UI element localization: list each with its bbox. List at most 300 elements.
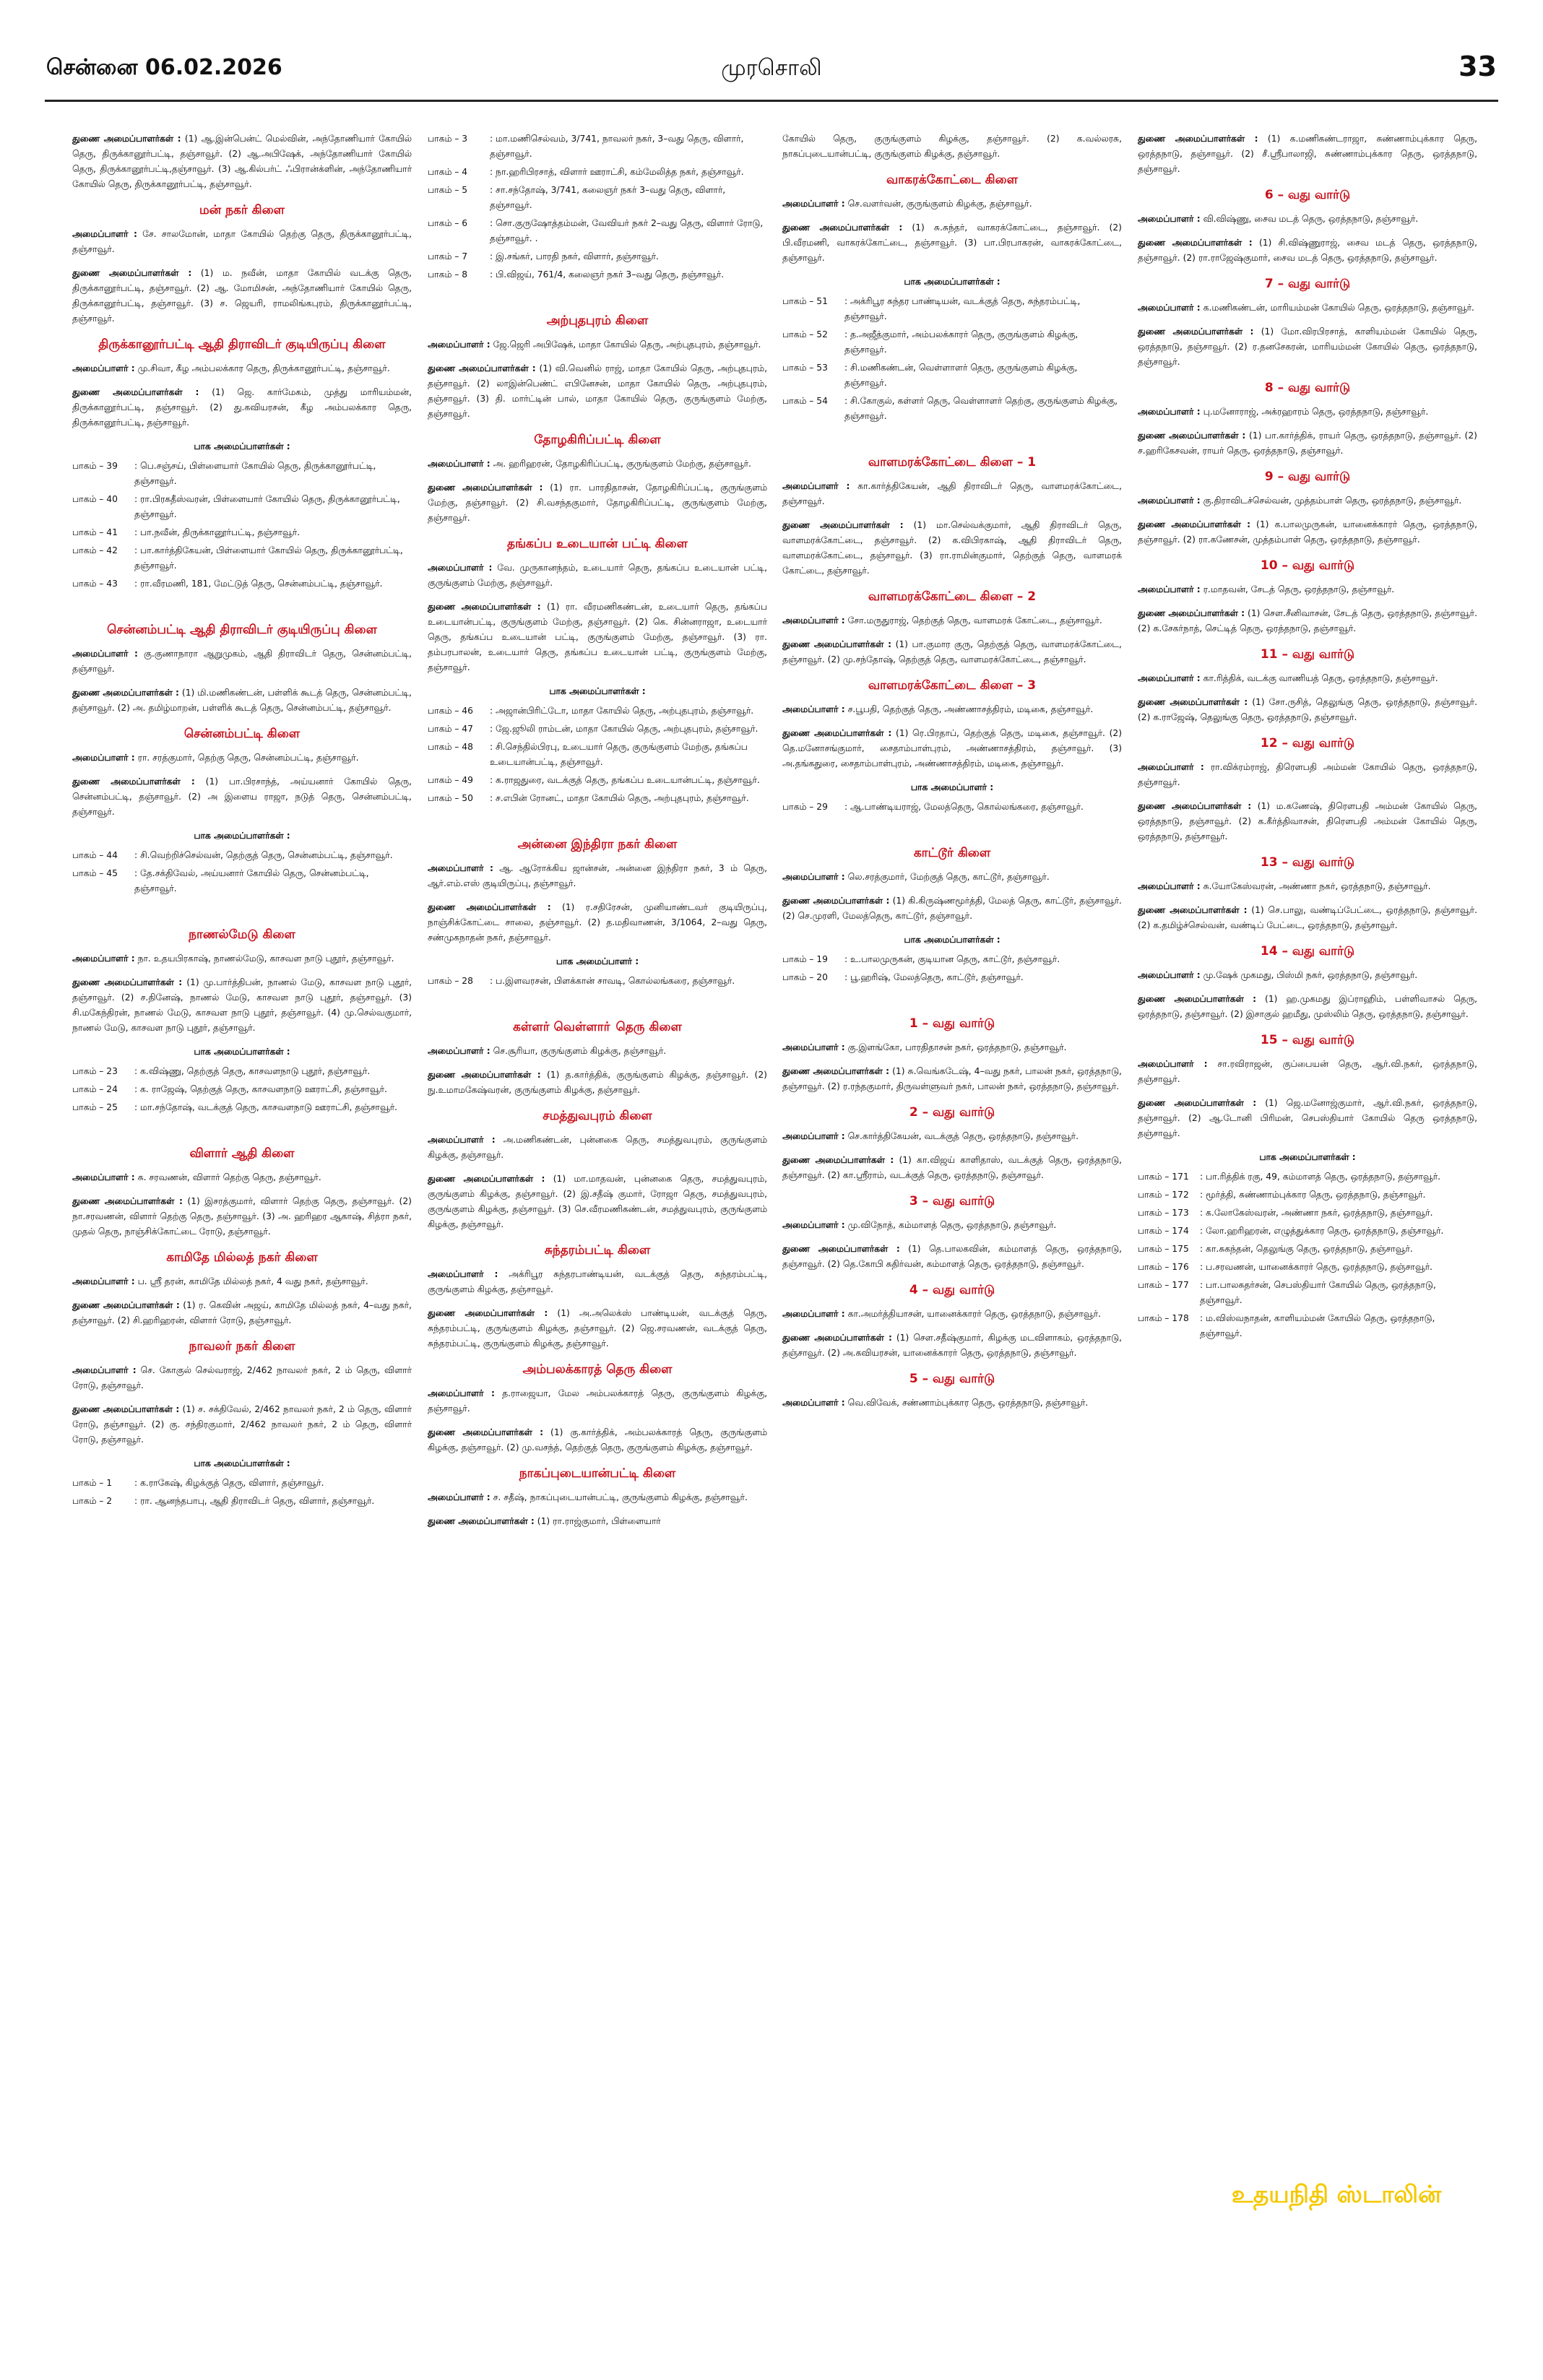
entry-text: (1) தெ.பாலகவின், கம்மாளத் தெரு, ஒரத்தநாடு, தஞ்சாவூர். (2) தெ.கோபி சுதிர்வன், கம்மாளத் தெரு, ஒரத்தநாடு, தஞ்சாவூர். [782, 1244, 1122, 1269]
section-heading: சென்னம்பட்டி கிளை [183, 727, 301, 741]
entry-text: ஜே.ஜெரி அபிஷேக், மாதா கோயில் தெரு, அற்புதபுரம், தஞ்சாவூர். [493, 339, 761, 350]
booth-number: பாகம் – 42 [72, 545, 118, 555]
booth-entry [428, 974, 767, 989]
role-label: அமைப்பாளர் : [72, 649, 138, 659]
role-label: துணை அமைப்பாளர்கள் : [428, 483, 543, 493]
entry-paragraph [782, 1330, 1122, 1361]
booth-person: : சொ.குருஷோத்தம்மன், வேவியர் நகர் 2–வது தெரு, விளார் ரோடு, தஞ்சாவூர். . [490, 218, 764, 243]
section-heading: 10 – வது வார்டு [1260, 558, 1355, 573]
role-label: அமைப்பாளர் : [428, 563, 493, 573]
entry-paragraph [782, 1242, 1122, 1272]
column-2 [428, 131, 767, 1538]
header-rule [45, 100, 1498, 102]
booth-person: : க.ராஜதுரை, வடக்குத் தெரு, தங்கப்ப உடையான்பட்டி, தஞ்சாவூர். [490, 775, 760, 785]
entry-paragraph [782, 1395, 1122, 1411]
role-label: அமைப்பாளர் : [428, 339, 490, 350]
role-label: துணை அமைப்பாளர்கள் : [1138, 326, 1254, 337]
entry-text: மு.ஷேக் முகமது, பிஸ்மி நகர், ஒரத்தநாடு, தஞ்சாவூர். [1203, 970, 1418, 980]
entry-text: (1) கி.கிருஷ்ணமூர்த்தி, மேலத் தெரு, காட்டூர், தஞ்சாவூர். (2) செ.முரளி, மேலத்தெரு, காட்டூர், தஞ்சாவூர். [782, 896, 1122, 921]
entry-paragraph [782, 518, 1122, 579]
entry-paragraph [782, 479, 1122, 509]
booth-person: : பா.கார்த்திகேயன், பிள்ளையார் கோயில் தெரு, திருக்கானூர்பட்டி, தஞ்சாவூர். [134, 545, 403, 571]
entry-paragraph [1138, 404, 1477, 420]
section-heading: 11 – வது வார்டு [1260, 647, 1355, 662]
booth-number: பாகம் – 25 [72, 1102, 118, 1112]
role-label: அமைப்பாளர் : [72, 1172, 135, 1182]
entry-paragraph [1138, 879, 1477, 894]
role-label: அமைப்பாளர் : [72, 753, 135, 763]
entry-text: ர.மாதவன், சேடத் தெரு, ஒரத்தநாடு, தஞ்சாவூர். [1203, 584, 1395, 594]
spacer [428, 992, 767, 1012]
entry-text: த.ராஜையா, மேல அம்பலக்காரத் தெரு, குருங்குளம் கிழக்கு, தஞ்சாவூர். [428, 1388, 767, 1414]
entry-text: (1) ம. நவீன், மாதா கோயில் வடக்கு தெரு, திருக்கானூர்பட்டி, தஞ்சாவூர். (2) ஆ. மோமிசன், அந்தோணியார் கோயில் தெரு, திருக்கானூர்பட்டி, தஞ்சாவூர். (3) ச. ஜெயரி, ராமலிங்கபுரம், திருக்கானூர்பட்டி, தஞ்சாவூர். [72, 268, 412, 324]
spacer [782, 988, 1122, 1008]
booth-entry [1138, 1278, 1477, 1308]
booth-person: : பா.பாலசுதர்சன், செபஸ்தியார் கோயில் தெரு, ஒரத்தநாடு, தஞ்சாவூர். [1200, 1280, 1436, 1305]
booth-entry [782, 970, 1122, 985]
booth-entry [1138, 1169, 1477, 1185]
booth-number: பாகம் – 1 [72, 1478, 113, 1488]
entry-paragraph [72, 774, 412, 820]
entry-text: அக்ரிபூர சுந்தரபாண்டியன், வடக்குத் தெரு, சுந்தரம்பட்டி, குருங்குளம் கிழக்கு, தஞ்சாவூர். [428, 1269, 767, 1294]
entry-text: ரா. சரத்குமார், தெற்கு தெரு, சென்னம்பட்டி, தஞ்சாவூர். [137, 753, 359, 763]
booth-number: பாகம் – 3 [428, 134, 468, 144]
section-heading: வாகரக்கோட்டை கிளை [886, 173, 1018, 187]
entry-paragraph [72, 131, 412, 192]
role-label: அமைப்பாளர் : [72, 1276, 135, 1286]
entry-text: (1) மோ.விரபிரசாத், காளியம்மன் கோயில் தெரு, ஒரத்தநாடு, தஞ்சாவூர். (2) ர.தனசேகரன், மாரியம்மன் கோயில் தெரு, ஒரத்தநாடு, தஞ்சாவூர். [1138, 326, 1477, 367]
booth-person: : அக்ரிபூர சுந்தர பாண்டியன், வடக்குத் தெரு, சுந்தரம்பட்டி, தஞ்சாவூர். [844, 296, 1081, 321]
booth-person: : ப.சரவணன், யானைக்காரர் தெரு, ஒரத்தநாடு, தஞ்சாவூர். [1200, 1262, 1433, 1272]
booth-entry [72, 1064, 412, 1079]
entry-text: (1) மா.மாதவன், புன்னகை தெரு, சமத்துவபுரம், குருங்குளம் கிழக்கு, தஞ்சாவூர். (2) இ.சதீஷ் குமார், ரோஜா தெரு, சமத்துவபுரம், குருங்குளம் கிழக்கு, தஞ்சாவூர். (3) செ.வீரமணிகண்டன், சமத்துவபுரம், குருங்குளம் கிழக்கு, தஞ்சாவூர். [428, 1174, 767, 1229]
role-label: துணை அமைப்பாளர்கள் : [782, 1333, 892, 1343]
role-label: துணை அமைப்பாளர்கள் : [72, 977, 183, 987]
booth-entry [72, 525, 412, 540]
role-label: துணை அமைப்பாளர்கள் : [1138, 134, 1258, 144]
role-label: அமைப்பாளர் : [428, 1135, 496, 1145]
role-label: துணை அமைப்பாளர்கள் : [428, 1070, 541, 1080]
role-label: அமைப்பாளர் : [1138, 881, 1201, 891]
role-label: அமைப்பாளர் : [782, 1131, 845, 1141]
booth-entry [428, 267, 767, 282]
role-label: அமைப்பாளர் : [1138, 407, 1201, 417]
booth-number: பாகம் – 6 [428, 218, 468, 228]
entry-paragraph [1138, 606, 1477, 636]
booth-person: : சி.கோகுல், கள்ளர் தெரு, வெள்ளாளர் தெற்கு, குருங்குளம் கிழக்கு, தஞ்சாவூர். [844, 396, 1118, 421]
entry-paragraph [72, 750, 412, 766]
entry-paragraph [72, 1274, 412, 1289]
booth-person: : சி.செந்தில்பிரபு, உடையார் தெரு, குருங்குளம் மேற்கு, தங்கப்ப உடையான்பட்டி, தஞ்சாவூர். [490, 742, 748, 767]
booth-person: : லோ.ஹரிஹரன், எழுத்துக்கார தெரு, ஒரத்தநாடு, தஞ்சாவூர். [1200, 1226, 1444, 1236]
booth-number: பாகம் – 177 [1138, 1280, 1189, 1290]
booth-person: : ச.எபின் ரோனட், மாதா கோயில் தெரு, அற்புதபுரம், தஞ்சாவூர். [490, 793, 749, 803]
subheading: பாக அமைப்பாளர்கள் : [194, 1047, 290, 1057]
entry-text: (1) செ.பாலு, வண்டிப்பேட்டை, ஒரத்தநாடு, தஞ்சாவூர். (2) க.தமிழ்ச்செல்வன், வண்டிப் பேட்டை, ஒரத்தநாடு, தஞ்சாவூர். [1138, 905, 1477, 930]
newspaper-name: முரசொலி [721, 55, 822, 81]
entry-paragraph [1138, 760, 1477, 790]
role-label: துணை அமைப்பாளர்கள் : [72, 387, 199, 397]
role-label: துணை அமைப்பாளர்கள் : [782, 1066, 890, 1076]
role-label: அமைப்பாளர் : [428, 1492, 490, 1502]
section-heading: 14 – வது வார்டு [1260, 944, 1355, 959]
entry-text: (1) பா.கார்த்திக், ராயர் தெரு, ஒரத்தநாடு, தஞ்சாவூர். (2) ச.ஹரிகேசவன், ராயர் தெரு, ஒரத்தநாடு, தஞ்சாவூர். [1138, 430, 1477, 456]
section-heading: நாகப்புடையான்பட்டி கிளை [519, 1466, 676, 1481]
booth-number: பாகம் – 2 [72, 1496, 113, 1506]
section-heading: நாவலர் நகர் கிளை [189, 1339, 295, 1354]
booth-entry [1138, 1187, 1477, 1203]
section-heading: 6 – வது வார்டு [1264, 188, 1351, 202]
entry-text: கா.கார்த்திகேயன், ஆதி திராவிடர் தெரு, வாளமரக்கோட்டை, தஞ்சாவூர். [782, 481, 1122, 506]
subheading: பாக அமைப்பாளர்கள் : [194, 441, 290, 451]
booth-entry [428, 131, 767, 162]
role-label: அமைப்பாளர் : [782, 872, 845, 882]
role-label: துணை அமைப்பாளர்கள் : [428, 363, 536, 373]
entry-paragraph [428, 1133, 767, 1163]
entry-text: சு.யோகேஸ்வரன், அண்ணா நகர், ஒரத்தநாடு, தஞ்சாவூர். [1203, 881, 1431, 891]
section-heading: காட்டூர் கிளை [913, 846, 991, 860]
entry-paragraph [428, 1490, 767, 1505]
section-heading: அற்புதபுரம் கிளை [546, 313, 649, 328]
booth-number: பாகம் – 23 [72, 1066, 118, 1076]
entry-paragraph [428, 1044, 767, 1059]
section-heading: 7 – வது வார்டு [1264, 277, 1351, 291]
entry-text: (1) ச. சக்திவேல், 2/462 நாவலர் நகர், 2 ம் தெரு, விளார் ரோடு, தஞ்சாவூர். (2) கு. சந்திரகுமார், 2/462 நாவலர் நகர், 2 ம் தெரு, விளார் ரோடு, தஞ்சாவூர். [72, 1404, 412, 1445]
entry-text: ப. ஸ்ரீ தரன், காமிதே மில்லத் நகர், 4 வது நகர், தஞ்சாவூர். [137, 1276, 368, 1286]
booth-person: : சி.வெற்றிச்செல்வன், தெற்குத் தெரு, சென்னம்பட்டி, தஞ்சாவூர். [134, 850, 393, 860]
entry-text: சு. சரவணன், விளார் தெற்கு தெரு, தஞ்சாவூர். [137, 1172, 321, 1182]
role-label: அமைப்பாளர் : [1138, 584, 1201, 594]
booth-person: : பி.விஜய், 761/4, கலைஞர் நகர் 3–வது தெரு, தஞ்சாவூர். [490, 269, 725, 280]
booth-number: பாகம் – 171 [1138, 1172, 1189, 1182]
entry-text: கோயில் தெரு, குருங்குளம் கிழக்கு, தஞ்சாவூர். (2) க.வல்லரசு, நாகப்புடையான்பட்டி, குருங்குளம் கிழக்கு, தஞ்சாவூர். [782, 134, 1122, 159]
role-label: துணை அமைப்பாளர்கள் : [1138, 238, 1253, 248]
role-label: அமைப்பாளர் : [1138, 303, 1201, 313]
role-label: அமைப்பாளர் : [428, 1046, 490, 1056]
booth-person: : பூ.ஹரிஷ், மேலத்தெரு, காட்டூர், தஞ்சாவூர். [844, 972, 1024, 982]
spacer [72, 594, 412, 615]
entry-paragraph [428, 456, 767, 472]
booth-number: பாகம் – 40 [72, 494, 118, 504]
section-heading: நாணல்மேடு கிளை [189, 927, 295, 942]
role-label: அமைப்பாளர் : [1138, 1059, 1208, 1069]
entry-paragraph [428, 600, 767, 675]
booth-number: பாகம் – 50 [428, 793, 473, 803]
booth-number: பாகம் – 178 [1138, 1313, 1189, 1323]
entry-paragraph [72, 1298, 412, 1328]
section-heading: 5 – வது வார்டு [909, 1372, 995, 1386]
section-heading: 4 – வது வார்டு [909, 1283, 995, 1297]
entry-paragraph [782, 1064, 1122, 1094]
role-label: அமைப்பாளர் : [428, 863, 493, 873]
role-label: துணை அமைப்பாளர்கள் : [428, 602, 541, 612]
booth-number: பாகம் – 172 [1138, 1190, 1189, 1200]
spacer [72, 899, 412, 919]
role-label: துணை அமைப்பாளர்கள் : [1138, 905, 1248, 915]
booth-person: : ரா.வீரமணி, 181, மேட்டுத் தெரு, சென்னம்பட்டி, தஞ்சாவூர். [134, 579, 383, 589]
entry-paragraph [428, 1306, 767, 1351]
booth-entry [1138, 1260, 1477, 1275]
entry-paragraph [72, 1170, 412, 1185]
entry-text: ஆ. ஆரோக்கிய ஜான்சன், அன்னை இந்திரா நகர், 3 ம் தெரு, ஆர்.எம்.எஸ் குடியிருப்பு, தஞ்சாவூர். [428, 863, 767, 888]
booth-number: பாகம் – 175 [1138, 1244, 1189, 1254]
entry-paragraph [1138, 517, 1477, 548]
booth-entry [428, 704, 767, 719]
entry-paragraph [428, 1425, 767, 1455]
booth-entry [1138, 1311, 1477, 1341]
entry-text: செ.கார்த்திகேயன், வடக்குத் தெரு, ஒரத்தநாடு, தஞ்சாவூர். [847, 1131, 1079, 1141]
entry-paragraph [428, 1386, 767, 1416]
entry-text: (1) செள.சதீஷ்குமார், கிழக்கு மடவிளாகம், ஒரத்தநாடு, தஞ்சாவூர். (2) அ.கவியரசன், யானைக்காரர் தெரு, ஒரத்தநாடு, தஞ்சாவூர். [782, 1333, 1122, 1358]
booth-entry [72, 492, 412, 522]
entry-paragraph [1138, 131, 1477, 177]
booth-entry [72, 1476, 412, 1491]
role-label: அமைப்பாளர் : [1138, 214, 1201, 224]
booth-entry [782, 360, 1122, 391]
entry-text: (1) செள.சீனிவாசன், சேடத் தெரு, ஒரத்தநாடு, தஞ்சாவூர். (2) க.சேகர்நாத், செட்டித் தெரு, ஒரத்தநாடு, தஞ்சாவூர். [1138, 608, 1477, 633]
entry-text: (1) சோ.ருசித், தெலுங்கு தெரு, ஒரத்தநாடு, தஞ்சாவூர். (2) க.ராஜேஷ், தெலுங்கு தெரு, ஒரத்தநாடு, தஞ்சாவூர். [1138, 697, 1477, 722]
booth-person: : தே.சக்திவேல், அய்யனார் கோயில் தெரு, சென்னம்பட்டி, தஞ்சாவூர். [134, 868, 369, 893]
booth-number: பாகம் – 174 [1138, 1226, 1189, 1236]
section-heading: தங்கப்ப உடையான் பட்டி கிளை [507, 537, 688, 551]
entry-text: கா.ரித்திக், வடக்கு வாணியத் தெரு, ஒரத்தநாடு, தஞ்சாவூர். [1203, 673, 1438, 683]
entry-paragraph [782, 196, 1122, 212]
role-label: துணை அமைப்பாளர்கள் : [428, 902, 551, 912]
booth-entry [72, 866, 412, 896]
entry-text: கு.திராவிடச்செல்வன், முத்தம்பாள் தெரு, ஒரத்தநாடு, தஞ்சாவூர். [1203, 496, 1462, 506]
section-heading: 13 – வது வார்டு [1260, 855, 1355, 870]
role-label: துணை அமைப்பாளர்கள் : [72, 268, 192, 278]
entry-paragraph [428, 361, 767, 422]
booth-number: பாகம் – 29 [782, 802, 828, 812]
booth-person: : ம.விஸ்வநாதன், காளியம்மன் கோயில் தெரு, ஒரத்தநாடு, தஞ்சாவூர். [1200, 1313, 1435, 1338]
booth-person: : ஆ.பாண்டியராஜ், மேலத்தெரு, கொல்லங்கரை, தஞ்சாவூர். [844, 802, 1084, 812]
entry-paragraph [1138, 1057, 1477, 1087]
entry-text: (1) சு.சுந்தர், வாகரக்கோட்டை, தஞ்சாவூர். (2) பி.வீரமணி, வாகரக்கோட்டை, தஞ்சாவூர். (3) பா.பிரபாகரன், வாகரக்கோட்டை, தஞ்சாவூர். [782, 222, 1122, 263]
entry-text: (1) சி.விஷ்ணுராஜ், சைவ மடத் தெரு, ஒரத்தநாடு, தஞ்சாவூர். (2) ரா.ராஜேஷ்குமார், சைவ மடத் தெரு, ஒரத்தநாடு, தஞ்சாவூர். [1138, 238, 1477, 263]
entry-text: வி.விஷ்ணு, சைவ மடத் தெரு, ஒரத்தநாடு, தஞ்சாவூர். [1203, 214, 1419, 224]
role-label: துணை அமைப்பாளர்கள் : [1138, 608, 1245, 618]
booth-person: : நா.ஹரிபிரசாத், விளார் ஊராட்சி, கம்மேலித்த நகர், தஞ்சாவூர். [490, 167, 744, 177]
section-heading: வாளமரக்கோட்டை கிளை – 1 [868, 455, 1037, 469]
role-label: அமைப்பாளர் : [782, 1220, 845, 1230]
section-heading: 12 – வது வார்டு [1260, 736, 1355, 750]
entry-paragraph [72, 266, 412, 326]
entry-paragraph [782, 1153, 1122, 1183]
section-heading: 8 – வது வார்டு [1264, 381, 1351, 395]
booth-number: பாகம் – 41 [72, 527, 118, 537]
booth-person: : மூர்த்தி, சுண்ணாம்புக்கார தெரு, ஒரத்தநாடு, தஞ்சாவூர். [1200, 1190, 1426, 1200]
entry-paragraph [782, 1040, 1122, 1055]
booth-person: : ரா. ஆனந்தபாபு, ஆதி திராவிடர் தெரு, விளார், தஞ்சாவூர். [134, 1496, 375, 1506]
entry-paragraph [72, 685, 412, 716]
booth-person: : ஜே.ஜூலி ராம்டன், மாதா கோயில் தெரு, அற்புதபுரம், தஞ்சாவூர். [490, 724, 758, 734]
entry-paragraph [428, 561, 767, 591]
entry-text: (1) பா.பிரசாந்த், அய்யனார் கோயில் தெரு, சென்னம்பட்டி, தஞ்சாவூர். (2) அ இளைய ராஜா, நடுத் தெரு, சென்னம்பட்டி, தஞ்சாவூர். [72, 776, 412, 817]
role-label: துணை அமைப்பாளர்கள் : [72, 1404, 180, 1414]
booth-number: பாகம் – 20 [782, 972, 828, 982]
role-label: துணை அமைப்பாளர்கள் : [72, 688, 179, 698]
entry-text: சா.ரவிராஜன், குப்பையன் தெரு, ஆர்.வி.நகர், ஒரத்தநாடு, தஞ்சாவூர். [1138, 1059, 1477, 1084]
entry-paragraph [1138, 300, 1477, 316]
entry-paragraph [782, 893, 1122, 924]
entry-text: (1) க.மணிகண்டராஜா, சுண்ணாம்புக்கார தெரு, ஒரத்தநாடு, தஞ்சாவூர். (2) சீ.ஸ்ரீபாலாஜி, சுண்ணாம்புக்கார தெரு, ஒரத்தநாடு, தஞ்சாவூர். [1138, 134, 1477, 174]
booth-entry [428, 773, 767, 788]
entry-text: (1) சு.வெங்கடேஷ், 4–வது நகர், பாலன் நகர், ஒரத்தநாடு, தஞ்சாவூர். (2) ர.ரந்தகுமார், திருவள்ளுவர் நகர், பாலன் நகர், ஒரத்தநாடு, தஞ்சாவூர். [782, 1066, 1122, 1091]
booth-number: பாகம் – 44 [72, 850, 118, 860]
booth-entry [782, 394, 1122, 424]
role-label: துணை அமைப்பாளர்கள் : [428, 1516, 535, 1526]
booth-person: : க.விஷ்ணு, தெற்குத் தெரு, காசவளநாடு புதூர், தஞ்சாவூர். [134, 1066, 371, 1076]
role-label: அமைப்பாளர் : [1138, 496, 1201, 506]
booth-number: பாகம் – 173 [1138, 1208, 1189, 1218]
entry-text: (1) அ.அலெக்ஸ் பாண்டியன், வடக்குத் தெரு, சுந்தரம்பட்டி, குருங்குளம் கிழக்கு, தஞ்சாவூர். (2) ஜெ.சரவணன், வடக்குத் தெரு, சுந்தரம்பட்டி, குருங்குளம் கிழக்கு, தஞ்சாவூர். [428, 1308, 767, 1349]
page-number: 33 [1458, 51, 1497, 82]
entry-text: சே. சாலமோன், மாதா கோயில் தெற்கு தெரு, திருக்கானூர்பட்டி, தஞ்சாவூர். [72, 229, 412, 254]
role-label: அமைப்பாளர் : [72, 1365, 137, 1375]
entry-text: ச. சதீஷ், நாகப்புடையான்பட்டி, குருங்குளம் கிழக்கு, தஞ்சாவூர். [493, 1492, 748, 1502]
entry-paragraph [1138, 493, 1477, 509]
entry-paragraph [1138, 212, 1477, 227]
entry-paragraph [1138, 1096, 1477, 1141]
booth-number: பாகம் – 24 [72, 1084, 118, 1094]
role-label: அமைப்பாளர் : [428, 459, 490, 469]
booth-entry [72, 543, 412, 574]
entry-paragraph [782, 702, 1122, 717]
booth-person: : கா.சுகந்தன், தெலுங்கு தெரு, ஒரத்தநாடு, தஞ்சாவூர். [1200, 1244, 1413, 1254]
booth-number: பாகம் – 48 [428, 742, 473, 752]
booth-person: : ரா.பிரகதீஸ்வரன், பிள்ளையார் கோயில் தெரு, திருக்கானூர்பட்டி, தஞ்சாவூர். [134, 494, 400, 519]
booth-entry [782, 952, 1122, 967]
entry-paragraph [72, 1363, 412, 1393]
booth-number: பாகம் – 49 [428, 775, 473, 785]
entry-text: (1) ர.சதிரேசன், முனியாண்டவர் குடியிருப்பு, நாஞ்சிக்கோட்டை சாலை, தஞ்சாவூர். (2) த.மதிவாணன், 3/1064, 2–வது தெரு, சண்முகநாதன் நகர், தஞ்சாவூர். [428, 902, 767, 943]
section-heading: சுந்தரம்பட்டி கிளை [544, 1243, 651, 1258]
booth-number: பாகம் – 39 [72, 461, 118, 471]
entry-paragraph [1138, 428, 1477, 459]
entry-paragraph [428, 1514, 767, 1529]
subheading: பாக அமைப்பாளர்கள் : [549, 686, 646, 696]
booth-number: பாகம் – 43 [72, 579, 118, 589]
booth-person: : அஜான்பிரிட்டோ, மாதா கோயில் தெரு, அற்புதபுரம், தஞ்சாவூர். [490, 706, 754, 716]
booth-entry [428, 740, 767, 770]
booth-number: பாகம் – 51 [782, 296, 828, 306]
entry-text: ரா.விக்ரம்ராஜ், திரௌபதி அம்மன் கோயில் தெரு, ஒரத்தநாடு, தஞ்சாவூர். [1138, 762, 1477, 787]
booth-person: : க. ராஜேஷ், தெற்குத் தெரு, காசவளநாடு ஊராட்சி, தஞ்சாவூர். [134, 1084, 387, 1094]
entry-paragraph [1138, 582, 1477, 597]
entry-text: (1) மா.செல்வக்குமார், ஆதி திராவிடர் தெரு, வாளமரக்கோட்டை, தஞ்சாவூர். (2) க.விபிரகாஷ், ஆதி திராவிடர் தெரு, வாளமரக்கோட்டை, தஞ்சாவூர். (3) ரா.ராமின்குமார், தெற்குத் தெரு, வாளமரக் கோட்டை, தஞ்சாவூர். [782, 520, 1122, 576]
role-label: அமைப்பாளர் : [782, 1042, 845, 1052]
entry-text: (1) த.கார்த்திக், குருங்குளம் கிழக்கு, தஞ்சாவூர். (2) நு.உமாமகேஷ்வரன், குருங்குளம் கிழக்கு, தஞ்சாவூர். [428, 1070, 767, 1095]
booth-entry [782, 327, 1122, 358]
entry-text: (1) பா.குமார குரு, தெற்குத் தெரு, வாளமரக்கோட்டை, தஞ்சாவூர். (2) மு.சந்தோஷ், தெற்குத் தெரு, வாளமரக்கோட்டை, தஞ்சாவூர். [782, 639, 1122, 665]
role-label: அமைப்பாளர் : [428, 1269, 498, 1279]
entry-paragraph [1138, 968, 1477, 983]
booth-number: பாகம் – 8 [428, 269, 468, 280]
section-heading: அம்பலக்காரத் தெரு கிளை [522, 1362, 673, 1377]
booth-entry [428, 791, 767, 806]
booth-person: : சா.சந்தோஷ், 3/741, கலைஞர் நகர் 3–வது தெரு, விளார், தஞ்சாவூர். [490, 185, 726, 210]
entry-paragraph [1138, 235, 1477, 266]
role-label: துணை அமைப்பாளர்கள் : [72, 776, 195, 787]
entry-text: நா. உதயபிரகாஷ், நாணல்மேடு, காசவள நாடு புதூர், தஞ்சாவூர். [137, 953, 394, 964]
section-heading: 9 – வது வார்டு [1264, 469, 1351, 484]
booth-person: : சி.மணிகண்டன், வெள்ளாளர் தெரு, குருங்குளம் கிழக்கு, தஞ்சாவூர். [844, 363, 1078, 388]
entry-text: பு.மனோராஜ், அக்ரஹாரம் தெரு, ஒரத்தநாடு, தஞ்சாவூர். [1203, 407, 1429, 417]
entry-text: மு.விநோத், கம்மாளத் தெரு, ஒரத்தநாடு, தஞ்சாவூர். [847, 1220, 1057, 1230]
entry-paragraph [1138, 799, 1477, 844]
entry-text: (1) ஆ.இன்பென்ட் மெல்வின், அந்தோணியார் கோயில் தெரு, திருக்கானூர்பட்டி, தஞ்சாவூர். (2) ஆ.அபிஷேக், அந்தோணியார் கோயில் தெரு, திருக்கானூர்பட்டி,தஞ்சாவூர். (3) ஆ.கில்பர்ட் ஃபிரான்க்ளின், அந்தோணியார் கோயில் தெரு, திருக்கானூர்பட்டி, தஞ்சாவூர். [72, 134, 412, 189]
role-label: துணை அமைப்பாளர்கள் : [782, 639, 892, 649]
subheading: பாக அமைப்பாளர் : [910, 782, 994, 792]
subheading: பாக அமைப்பாளர்கள் : [194, 1458, 290, 1468]
booth-number: பாகம் – 45 [72, 868, 118, 878]
subheading: பாக அமைப்பாளர்கள் : [194, 831, 290, 841]
booth-number: பாகம் – 47 [428, 724, 473, 734]
booth-entry [782, 294, 1122, 324]
entry-text: மு.சிவா, கீழ அம்பலக்கார தெரு, திருக்கானூர்பட்டி, தஞ்சாவூர். [137, 363, 390, 373]
booth-number: பாகம் – 28 [428, 976, 473, 986]
entry-paragraph [1138, 324, 1477, 370]
role-label: அமைப்பாளர் : [1138, 673, 1201, 683]
section-heading: 2 – வது வார்டு [909, 1105, 995, 1120]
role-label: அமைப்பாளர் : [1138, 970, 1201, 980]
entry-paragraph [72, 1194, 412, 1239]
role-label: துணை அமைப்பாளர்கள் : [72, 134, 181, 144]
entry-text: அ. ஹரிஹரன், தோழகிரிப்பட்டி, குருங்குளம் மேற்கு, தஞ்சாவூர். [493, 459, 751, 469]
entry-paragraph [782, 1129, 1122, 1144]
entry-paragraph [72, 361, 412, 376]
entry-text: (1) ரெ.பிரதாப், தெற்குத் தெரு, மடிகை, தஞ்சாவூர். (2) தெ.மனோசங்குமார், சைதாம்பாள்புரம், அண்ணாசத்திரம், தஞ்சாவூர். (3) அ.தங்கதுரை, சைதாம்பாள்புரம், அண்ணாசத்திரம், மடிகை, தஞ்சாவூர். [782, 728, 1123, 769]
entry-paragraph [782, 613, 1122, 628]
entry-text: லெ.சரத்குமார், மேற்குத் தெரு, காட்டூர், தஞ்சாவூர். [847, 872, 1050, 882]
signature: உதயநிதி ஸ்டாலின் [1231, 2180, 1442, 2208]
entry-paragraph [72, 646, 412, 677]
entry-text: செ.வளர்வன், குருங்குளம் கிழக்கு, தஞ்சாவூர். [847, 199, 1032, 209]
entry-text: (1) கு.கார்த்திக், அம்பலக்காரத் தெரு, குருங்குளம் கிழக்கு, தஞ்சாவூர். (2) மு.வசந்த், தெற்குத் தெரு, குருங்குளம் கிழக்கு, தஞ்சாவூர். [428, 1427, 767, 1453]
date-line: சென்னை 06.02.2026 [46, 55, 282, 80]
subheading: பாக அமைப்பாளர்கள் : [904, 935, 1000, 945]
booth-entry [1138, 1206, 1477, 1221]
section-heading: சென்னம்பட்டி ஆதி திராவிடர் குடியிருப்பு கிளை [107, 623, 377, 637]
column-3 [782, 131, 1122, 1419]
booth-entry [428, 722, 767, 737]
booth-person: : பா.நவீன், திருக்கானூர்பட்டி, தஞ்சாவூர். [134, 527, 301, 537]
booth-number: பாகம் – 46 [428, 706, 473, 716]
spacer [782, 818, 1122, 838]
entry-text: (1) கா.விஜய் காளிதாஸ், வடக்குத் தெரு, ஒரத்தநாடு, தஞ்சாவூர். (2) கா.ஸ்ரீராம், வடக்குத் தெரு, ஒரத்தநாடு, தஞ்சாவூர். [782, 1155, 1122, 1180]
role-label: அமைப்பாளர் : [72, 953, 135, 964]
role-label: துணை அமைப்பாளர்கள் : [782, 728, 892, 738]
entry-text: (1) இசரத்குமார், விளார் தெற்கு தெரு, தஞ்சாவூர். (2) நா.சரவணன், விளார் தெற்கு தெரு, தஞ்சாவூர். (3) அ. ஹரிஹர ஆகாஷ், சித்ரா நகர், முதல் தெரு, நாஞ்சிக்கோட்டை ரோடு, தஞ்சாவூர். [72, 1196, 412, 1237]
spacer [428, 809, 767, 829]
booth-person: : இ.சங்கர், பாரதி நகர், விளார், தஞ்சாவூர். [490, 251, 659, 261]
role-label: அமைப்பாளர் : [782, 481, 850, 491]
entry-paragraph [782, 726, 1122, 771]
entry-paragraph [428, 900, 767, 945]
entry-paragraph [72, 975, 412, 1036]
section-heading: கள்ளர் வெள்ளாா் தெரு கிளை [513, 1020, 682, 1034]
booth-entry [428, 216, 767, 246]
entry-text: (1) மி.மணிகண்டன், பள்ளிக் கூடத் தெரு, சென்னம்பட்டி, தஞ்சாவூர். (2) அ. தமிழ்மாறன், பள்ளிக் கூடத் தெரு, சென்னம்பட்டி, தஞ்சாவூர். [72, 688, 412, 713]
role-label: துணை அமைப்பாளர்கள் : [782, 1155, 894, 1165]
column-1 [72, 131, 412, 1512]
section-heading: மன் நகர் கிளை [199, 203, 285, 217]
subheading: பாக அமைப்பாளர்கள் : [1259, 1152, 1356, 1162]
entry-text: சோ.மருதுராஜ், தெற்குத் தெரு, வாளமரக் கோட்டை, தஞ்சாவூர். [847, 615, 1102, 626]
booth-number: பாகம் – 7 [428, 251, 468, 261]
role-label: அமைப்பாளர் : [428, 1388, 495, 1398]
